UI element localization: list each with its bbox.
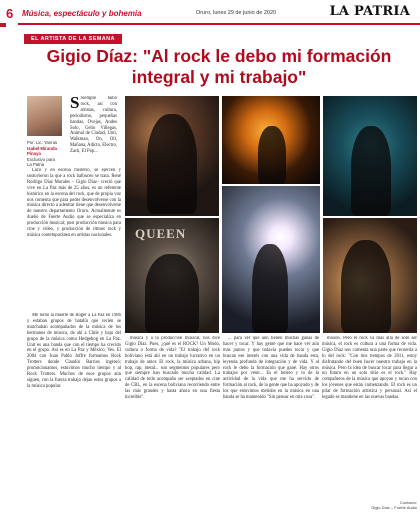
header-rule [18, 23, 420, 25]
section-kicker: EL ARTISTA DE LA SEMANA [24, 34, 122, 44]
article-column-3 [223, 336, 319, 516]
page-number-bar [0, 23, 6, 27]
article-text-1c: Me tomó la muerte de Roger a La Paz en 1986 y estaban grupos de batalla que recién se marchaban acompañados de la música de los hermanos de música, de ahí a Chile y bajo del grupo de la música como Hedgehog en La Paz. Unit es una banda que con el tiempo ha crecido en el grupo. Así es en La Paz y México, Yes. El 2004 con Juan Pablo Joffre formamos Rock Trotters donde Claudio Barrios ingresó; promocionamos, estuvimos mucho tiempo y al Rock Trotters. Muchos de esos grupos aún siguen, con la fuerza trabajo dejan estos grupos a la música popular. [27, 313, 121, 389]
article-column-1a [70, 96, 117, 168]
article-text-1a: Siempre hubo rock, así con artistas, cultura, periodismo, pequeñas bandas, Ovejas, Andes Solo, Gelio Villegas, Animal de Ciudad, Unti, Walkman, On, Oil, Mañana, Adicto, Electro, Zack, El Pop... [70, 96, 117, 155]
dropcap: S [70, 96, 80, 112]
newspaper-logo: LA PATRIA [329, 4, 410, 19]
photo-singing [323, 218, 417, 333]
article-text-4: misión. Pero el rock va más allá de sólo ser música, el rock es cultura a una forma de vida. Gigio Díaz nos comenta una parte que recuerda a lo del rock: "Con mis tiempos de 2011, estoy disfrutando del buen hacer nuestro trabajo en la música. Pero la idea de buscar tocar para llegar a un futuro en un solo sitio es el rock." Hay compañeros de la música que apoyan y tocan con los jóvenes que están comenzando. El rock es un pilar de formación artística y personal. Así el legado se mantiene en las nuevas bandas. [322, 336, 417, 401]
photo-studio-console [323, 96, 417, 216]
credit-line-2: Gigio Díaz – Fuerte Audio [371, 505, 417, 510]
headline: Gigio Díaz: "Al rock le debo mi formación integral y mi trabajo" [46, 46, 392, 87]
author-role: Exclusivo para [27, 156, 55, 162]
dateline: Oruro, lunes 29 de junio de 2020 [196, 10, 277, 16]
credit-line-1: Contacto: [399, 500, 417, 505]
contact-credit [322, 500, 417, 510]
photo-queen-sign [125, 218, 219, 333]
article-column-4 [322, 336, 417, 496]
page-header [0, 0, 420, 30]
author-name: Isabel Miranda Pinaya [27, 145, 57, 157]
author-byline [27, 140, 63, 168]
author-by: Por: Lic. Yannia [27, 140, 57, 145]
photo-concert-lights [222, 96, 320, 184]
page-number: 6 [6, 6, 14, 21]
photo-live-stage [222, 186, 320, 333]
article-column-1c [27, 313, 121, 516]
queen-sign: QUEEN [135, 226, 187, 241]
section-title: Música, espectáculo y bohemia [22, 9, 142, 18]
article-text-1b: Loro y en escena misterio, se ejercen y sostuvieron la que a rock balbuceo se trata. René Rodrigo Díaz Morales – Gigio Díaz– creció que vive en La Paz más de 25 años, es un referente histórico en la escena del rock, que de propia voz nos comenta que para poder desenvolverse con la música directo a adentrar tiene que desenvolverse de nuestro departamento Oruro. Actualmente es dueño de Fuerte Audio que se especializa en producción musical; post producción musica para cine y video, y producción de ritmos rock y música contemporánea en artistas nacionales. [27, 168, 121, 238]
author-role-2: La Patria [27, 162, 45, 168]
article-column-2 [125, 336, 220, 516]
photo-guitarist-portrait [125, 96, 219, 216]
author-photo [27, 96, 62, 136]
article-column-1b [27, 168, 121, 313]
article-text-2: música y a la producción musical, nos dice Gigio Díaz. Pues, ¿qué es el ROCK? Un Modo, cultura o forma de vida? "El trabajo del rock boliviano está ahí en un trabajo lucrativo en un trabajo de amor. El rock, la música urbana, hip hop, rap, metal... son segmentos populares pero que siempre han buscado mucha calidad. La calidad de todo acompaño ser aceptados en cine de CBL, en la escena boliviana recorriendo entre las más grandes y hasta ahora en una fiesta increíble". [125, 336, 220, 401]
article-text-3: ... para ver que aún tienen muchas ganas de hacer y tocar. Y hay gente que me hace ver aún más juntos y que todavía puedes tocar y que buscan ese interés con una vida de banda esta, leyenda profunda de integración y de vida. Y al rock le debo la formación que gané. Hay otros trabajos por venir... Es el bolero y lo de la actividad de la vida que me ha servido de formación al rock, de la gente que ha apoyado y de los que estuvimos metidos en la música en una banda se ha mantenido "Sin pensar en otra cosa". [223, 336, 319, 401]
